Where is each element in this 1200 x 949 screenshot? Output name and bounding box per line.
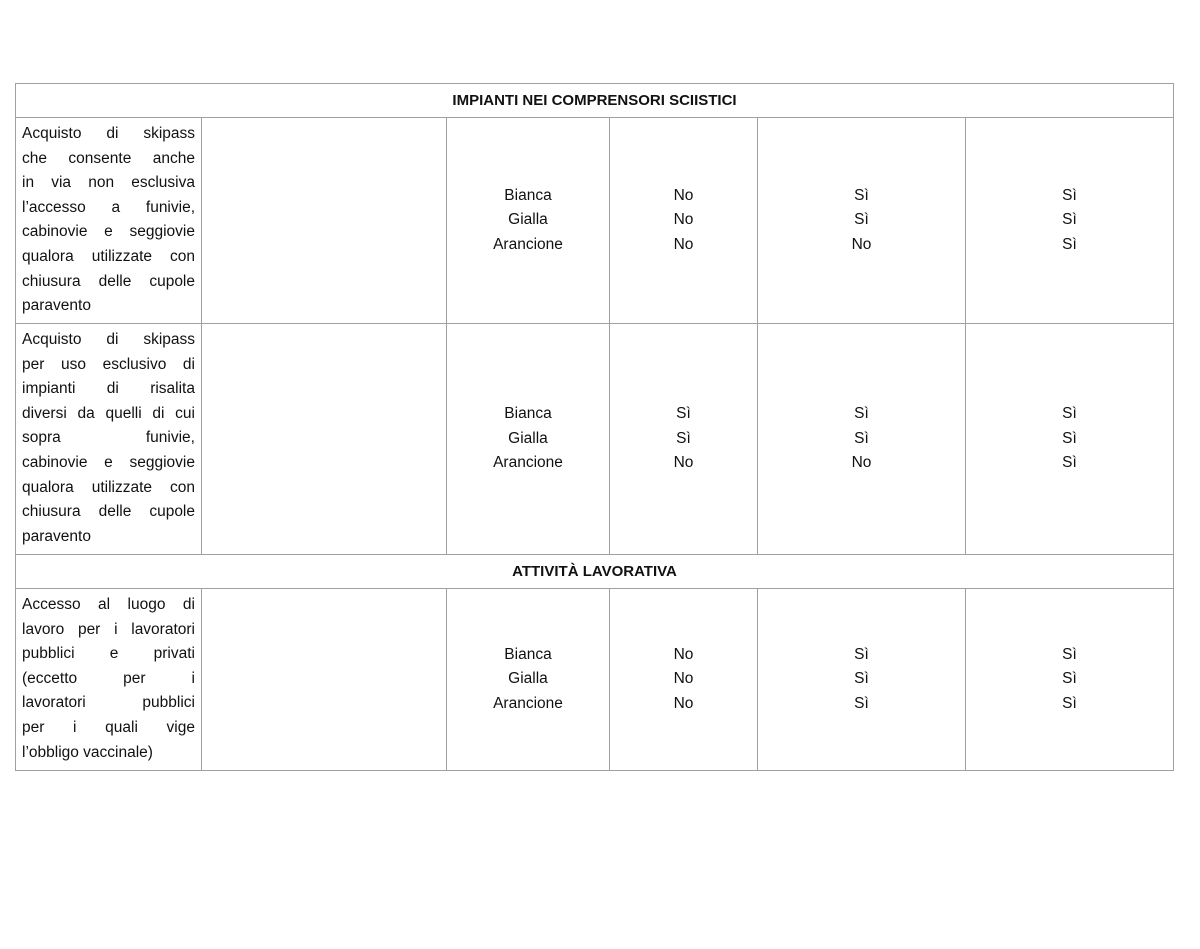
allowed-value: No [673,211,694,229]
description-line: lavoro per i lavoratori [22,620,195,638]
table-row [16,589,1174,771]
activity-description [16,118,202,324]
empty-cell [202,324,447,555]
description-line: qualora utilizzate con [22,247,195,265]
allowed-col3 [966,118,1174,324]
description-line: chiusura delle cupole [22,272,195,290]
description-line: lavoratori pubblici [22,694,195,712]
table-row [16,324,1174,555]
section-title: ATTIVITÀ LAVORATIVA [16,555,1174,589]
description-line: impianti di risalita [22,380,195,398]
description-line: qualora utilizzate con [22,478,195,496]
allowed-value: Sì [854,645,869,663]
allowed-value: Sì [1062,405,1077,423]
description-line: per i quali vige [22,718,195,736]
zone-list [447,589,610,771]
allowed-col3 [966,324,1174,555]
allowed-value: No [673,645,694,663]
description-line: chiusura delle cupole [22,503,195,521]
zone-label: Arancione [493,235,563,253]
empty-cell [202,118,447,324]
section-header-row [16,555,1174,589]
allowed-value: Sì [676,405,691,423]
allowed-col1 [610,589,758,771]
allowed-value: No [673,670,694,688]
allowed-value: Sì [1062,454,1077,472]
allowed-value: No [851,235,872,253]
description-line: l’obbligo vaccinale) [22,743,153,761]
allowed-col2 [758,118,966,324]
allowed-value: Sì [676,429,691,447]
description-line: Accesso al luogo di [22,596,195,613]
activity-description [16,589,202,771]
allowed-value: Sì [854,211,869,229]
activity-description [16,324,202,555]
allowed-value: Sì [1062,694,1077,712]
allowed-value: Sì [1062,645,1077,663]
description-line: in via non esclusiva [22,174,195,192]
allowed-col2 [758,589,966,771]
description-line: diversi da quelli di cui [22,404,195,422]
allowed-value: No [673,694,694,712]
allowed-value: Sì [1062,235,1077,253]
description-line: pubblici e privati [22,645,195,663]
zone-list [447,324,610,555]
zone-label: Gialla [508,429,548,447]
allowed-value: Sì [1062,186,1077,204]
description-line: Acquisto di skipass [22,331,195,348]
zone-list [447,118,610,324]
allowed-col3 [966,589,1174,771]
zone-label: Gialla [508,670,548,688]
description-line: che consente anche [22,149,195,167]
allowed-value: Sì [854,186,869,204]
allowed-col1 [610,324,758,555]
allowed-value: Sì [1062,429,1077,447]
section-title: IMPIANTI NEI COMPRENSORI SCIISTICI [16,84,1174,118]
allowed-col1 [610,118,758,324]
allowed-value: Sì [854,429,869,447]
description-line: Acquisto di skipass [22,125,195,142]
allowed-col2 [758,324,966,555]
allowed-value: Sì [854,405,869,423]
allowed-value: No [851,454,872,472]
allowed-value: Sì [854,670,869,688]
allowed-value: Sì [1062,211,1077,229]
zone-label: Gialla [508,211,548,229]
allowed-value: No [673,235,694,253]
description-line: paravento [22,297,91,315]
zone-label: Arancione [493,454,563,472]
zone-label: Arancione [493,694,563,712]
allowed-value: No [673,186,694,204]
allowed-value: Sì [854,694,869,712]
allowed-value: Sì [1062,670,1077,688]
description-line: l’accesso a funivie, [22,198,195,216]
section-header-row [16,84,1174,118]
zone-label: Bianca [504,186,552,204]
description-line: per uso esclusivo di [22,355,195,373]
description-line: (eccetto per i [22,669,195,687]
zone-label: Bianca [504,645,552,663]
table-row [16,118,1174,324]
zone-label: Bianca [504,405,552,423]
rules-table [15,83,1174,771]
description-line: cabinovie e seggiovie [22,453,195,471]
allowed-value: No [673,454,694,472]
description-line: paravento [22,527,91,545]
description-line: sopra funivie, [22,429,195,447]
empty-cell [202,589,447,771]
description-line: cabinovie e seggiovie [22,223,195,241]
